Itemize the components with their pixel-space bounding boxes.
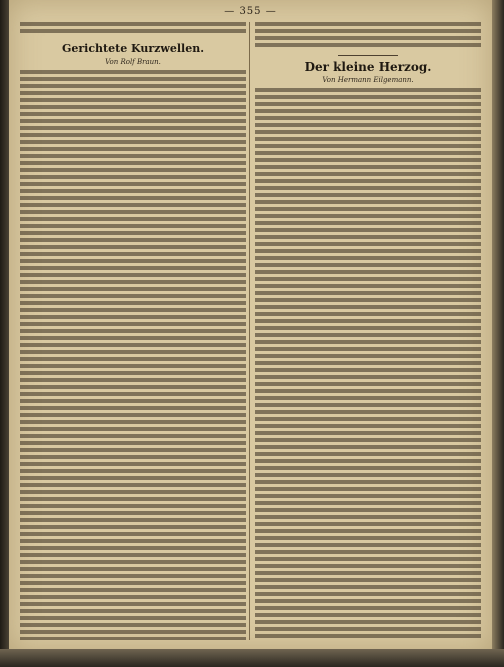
book-page <box>9 0 492 651</box>
article-byline: Von Rolf Braun. <box>105 58 161 66</box>
section-divider <box>338 55 398 56</box>
right-column <box>255 22 481 640</box>
book-fore-edge <box>492 0 504 667</box>
article-byline: Von Hermann Eilgemann. <box>322 76 414 84</box>
article-body-text-block <box>255 88 481 640</box>
article-heading: Gerichtete Kurzwellen. <box>61 42 205 55</box>
left-column <box>20 22 246 640</box>
article-body-text-block <box>20 70 246 640</box>
previous-article-text-block <box>255 22 481 50</box>
page-number: — 355 — <box>224 6 277 17</box>
column-rule <box>249 22 250 640</box>
book-spine-edge <box>0 0 9 667</box>
article-heading: Der kleine Herzog. <box>304 60 432 74</box>
previous-article-text-block <box>20 22 246 36</box>
book-bottom-edge <box>0 649 504 667</box>
